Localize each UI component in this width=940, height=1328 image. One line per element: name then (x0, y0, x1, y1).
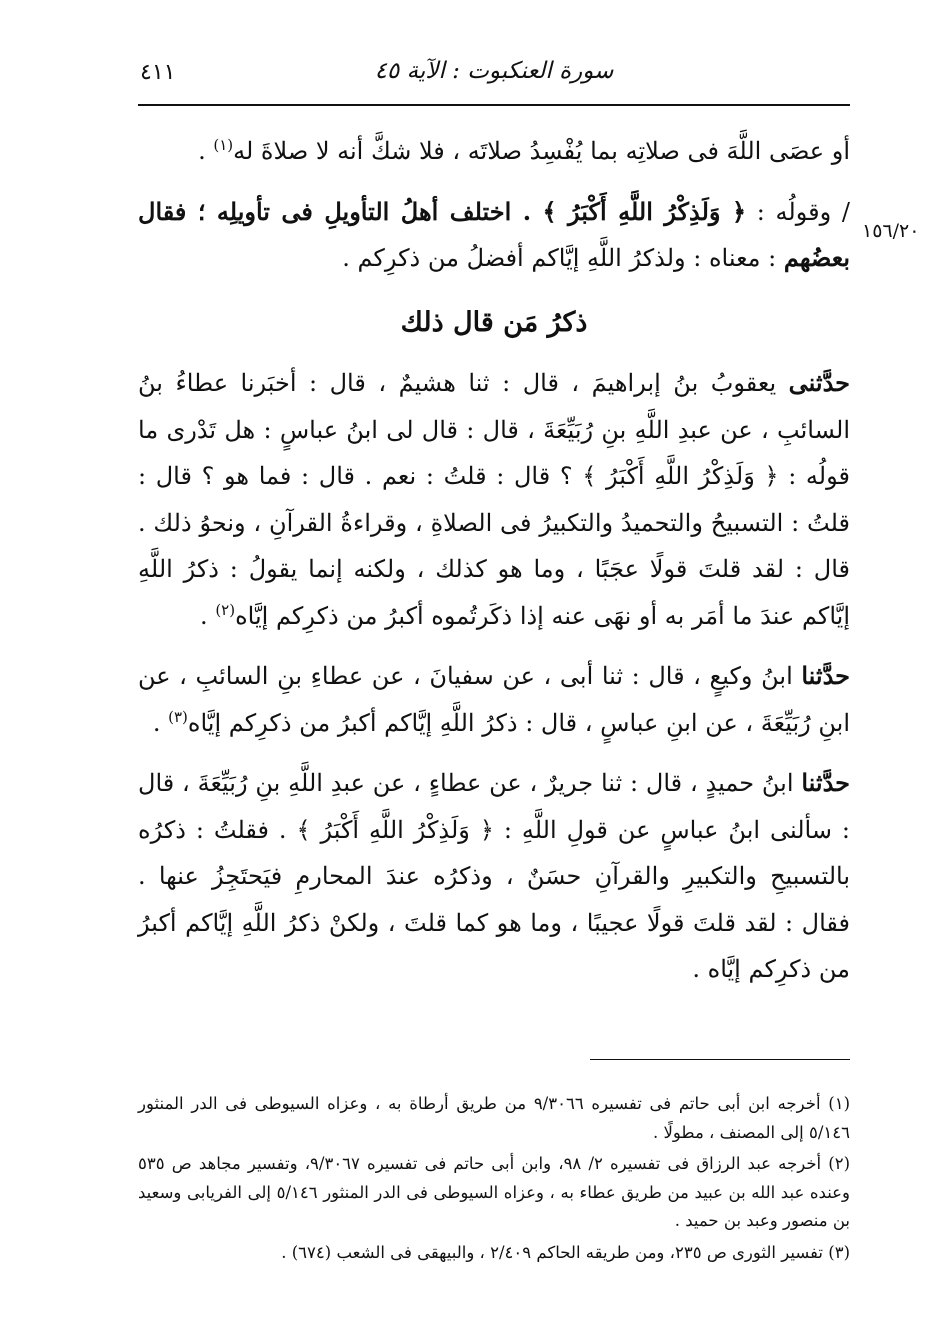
paragraph-4-text: ابنُ وكيعٍ ، قال : ثنا أبى ، عن سفيانَ ، عن عطاءِ بنِ السائبِ ، عن ابنِ رُبَيِّعَةَ ، عن ابنِ عباسٍ ، قال : ذكرُ اللَّهِ إيَّاكم أكبرُ من ذكرِكم إيَّاه (138, 662, 850, 737)
quran-quote: ﴿ وَلَذِكْرُ اللَّهِ أَكْبَرُ ﴾ (296, 815, 494, 844)
footnotes (138, 1090, 850, 1267)
paragraph-1-end: . (198, 137, 214, 165)
paragraph-3-text-2: ؟ قال : قلتُ : نعم . قال : فما هو ؟ قال : قلتُ : التسبيحُ والتحميدُ والتكبيرُ فى الصلاةِ ، وقراءةُ القرآنِ ، ونحوُ ذلك . قال : لقد قلتَ قولًا عجَبًا ، وما هو كذلك ، ولكنه إنما يقولُ : ذكرُ اللَّهِ إيَّاكم عندَ ما أمَر به أو نهَى عنه إذا ذكَرتُموه أكبرُ من ذكرِكم إيَّاه (138, 462, 850, 630)
narration-lead: حدَّثنى (788, 368, 850, 397)
page-number: ٤١١ (140, 60, 176, 85)
footnote-3: (٣) تفسير الثورى ص ٢٣٥، ومن طريقه الحاكم ٢/٤٠٩ ، والبيهقى فى الشعب (٦٧٤) . (281, 1242, 850, 1262)
paragraph-5-text-1: ابنُ حميدٍ ، قال : ثنا جريرٌ ، عن عطاءٍ ، عن عبدِ اللَّهِ بنِ رُبَيِّعَةَ ، قال : سألنى ابنُ عباسٍ عن قولِ اللَّهِ : (138, 769, 850, 844)
footnote-rule (590, 1059, 850, 1060)
paragraph-5 (138, 760, 850, 993)
paragraph-3-text-1: يعقوبُ بنُ إبراهيمَ ، قال : ثنا هشيمٌ ، قال : أخبَرنا عطاءُ بنُ السائبِ ، عن عبدِ اللَّهِ بنِ رُبَيِّعَةَ ، قال : قال لى ابنُ عباسٍ : هل تَدْرى ما قولُه : (138, 369, 850, 490)
paragraph-2 (138, 189, 850, 282)
footnote-ref-3: (٣) (168, 707, 188, 726)
footnote-2: (٢) أخرجه عبد الرزاق فى تفسيره ٢/ ٩٨، وابن أبى حاتم فى تفسيره ٩/٣٠٦٧، وتفسير مجاهد ص ٥٣٥ وعنده عبد الله بن عبيد من طريق عطاء به ، وعزاه السيوطى فى الدر المنثور ٥/١٤٦ إلى الفريابى وسعيد بن منصور وعبد بن حميد . (138, 1154, 850, 1230)
quran-quote: ﴿ وَلَذِكْرُ اللَّهِ أَكْبَرُ ﴾ (582, 462, 779, 490)
footnote-ref-1: (١) (213, 136, 234, 154)
paragraph-1 (138, 128, 850, 175)
paragraph-4 (138, 653, 850, 746)
narration-lead: حدَّثنا (801, 661, 851, 690)
paragraph-3-end: . (200, 601, 216, 630)
quran-quote: ﴿ وَلَذِكْرُ اللَّهِ أَكْبَرُ ﴾ (542, 196, 747, 226)
narration-lead: حدَّثنا (801, 768, 850, 797)
footnote-1: (١) أخرجه ابن أبى حاتم فى تفسيره ٩/٣٠٦٦ من طريق أرطاة به ، وعزاه السيوطى فى الدر المنثور ٥/١٤٦ إلى المصنف ، مطولًا . (138, 1094, 851, 1142)
paragraph-5-text-2: . فقلتُ : ذكرُه بالتسبيحِ والتكبيرِ والقرآنِ حسَنٌ ، وذكرُه عندَ المحارمِ فيَحتَجِزُ عنها . فقال : لقد قلتَ قولًا عجيبًا ، وما هو كما قلتَ ، ولكنْ ذكرُ اللَّهِ إيَّاكم أكبرُ من ذكرِكم إيَّاه . (138, 815, 850, 983)
paragraph-2-bold: . اختلف أهلُ التأويلِ فى تأويلِه ؛ فقال بعضُهم (138, 196, 850, 272)
footnote-ref-2: (٢) (215, 600, 236, 619)
paragraph-3 (138, 360, 850, 639)
main-text (138, 128, 850, 993)
running-title: سورة العنكبوت : الآية ٤٥ (374, 58, 614, 84)
paragraph-2-rest: : معناه : ولذكرُ اللَّهِ إيَّاكم أفضلُ من ذكرِكم . (342, 244, 784, 272)
paragraph-4-end: . (152, 708, 169, 737)
paragraph-2-lead: / وقولُه : (746, 197, 851, 226)
paragraph-1-text: أو عصَى اللَّهَ فى صلاتِه بما يُفْسِدُ صلاتَه ، فلا شكَّ أنه لا صلاةَ له (233, 137, 850, 165)
section-heading: ذكرُ مَن قال ذلك (400, 306, 588, 338)
margin-reference: ١٥٦/٢٠ (862, 220, 920, 242)
header-rule (138, 104, 850, 106)
page-header (140, 56, 848, 96)
